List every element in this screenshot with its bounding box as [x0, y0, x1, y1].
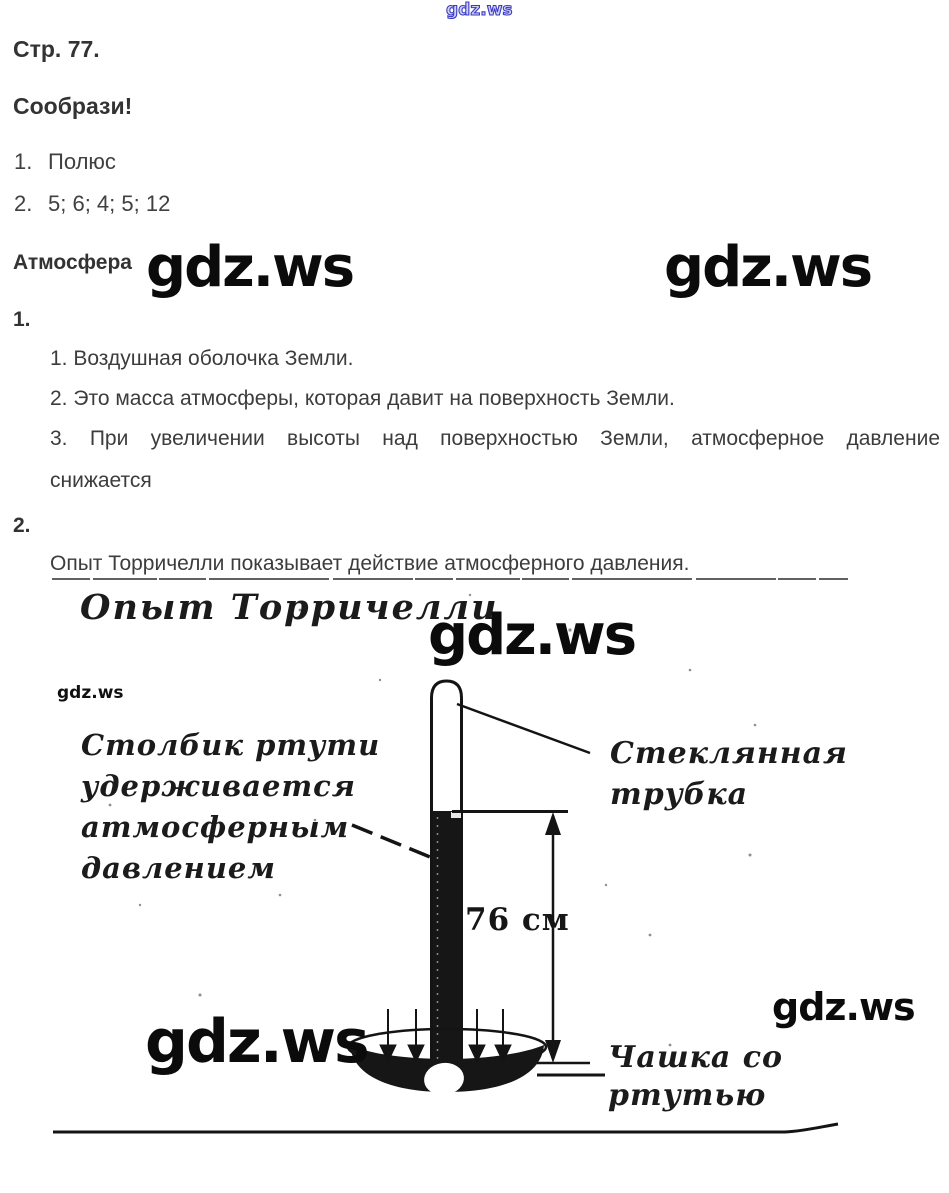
label-mercury-column [81, 725, 380, 889]
label-line: трубка [610, 777, 749, 812]
answer-line: 2. Это масса атмосферы, которая давит на поверхность Земли. [50, 387, 675, 410]
list-item-text: Полюс [48, 149, 116, 174]
torricelli-figure [50, 575, 915, 1140]
answer-text: Опыт Торричелли показывает действие атмосферного давления. [50, 552, 690, 575]
measure-arrow-up-head [545, 812, 561, 835]
answer-line: 1. Воздушная оболочка Земли. [50, 347, 354, 370]
answer-line: снижается [50, 469, 152, 492]
list-item-number: 2. [14, 191, 33, 216]
watermark-large-left: gdz.ws [146, 235, 354, 300]
watermark-figure-small: gdz.ws [57, 683, 124, 703]
label-line: ртутью [608, 1078, 767, 1113]
answer-line: 3. При увеличении высоты над поверхностью Земли, атмосферное давление [50, 427, 940, 450]
label-line: Стеклянная [610, 736, 848, 771]
watermark-figure-bottom-left: gdz.ws [145, 1007, 368, 1077]
watermark-figure-center: gdz.ws [428, 603, 636, 668]
figure-title: Опыт Торричелли [80, 587, 499, 628]
label-glass-tube [610, 733, 848, 815]
label-line: Чашка со [608, 1040, 784, 1075]
label-line: давлением [81, 851, 276, 885]
leader-line-glass-tube [457, 704, 590, 753]
watermark-top: gdz.ws [446, 0, 513, 20]
list-item-number: 1. [14, 149, 33, 174]
measure-arrow-down-head [545, 1040, 561, 1063]
section-title-atmosphere: Атмосфера [13, 251, 132, 274]
watermark-figure-bottom-right: gdz.ws [772, 985, 915, 1029]
section-title-soobrazi: Сообрази! [13, 93, 133, 119]
watermark-large-right: gdz.ws [664, 235, 872, 300]
list-item-text: 5; 6; 4; 5; 12 [48, 191, 171, 216]
label-line: удерживается [81, 769, 356, 803]
label-line: Столбик ртути [81, 728, 381, 762]
page-number-heading: Стр. 77. [13, 36, 100, 62]
label-height-76cm: 76 см [465, 902, 570, 938]
label-cup [608, 1039, 783, 1115]
label-line: атмосферным [81, 810, 350, 844]
task-number: 2. [13, 514, 31, 537]
figure-bottom-line [53, 1124, 838, 1132]
task-number: 1. [13, 308, 31, 331]
